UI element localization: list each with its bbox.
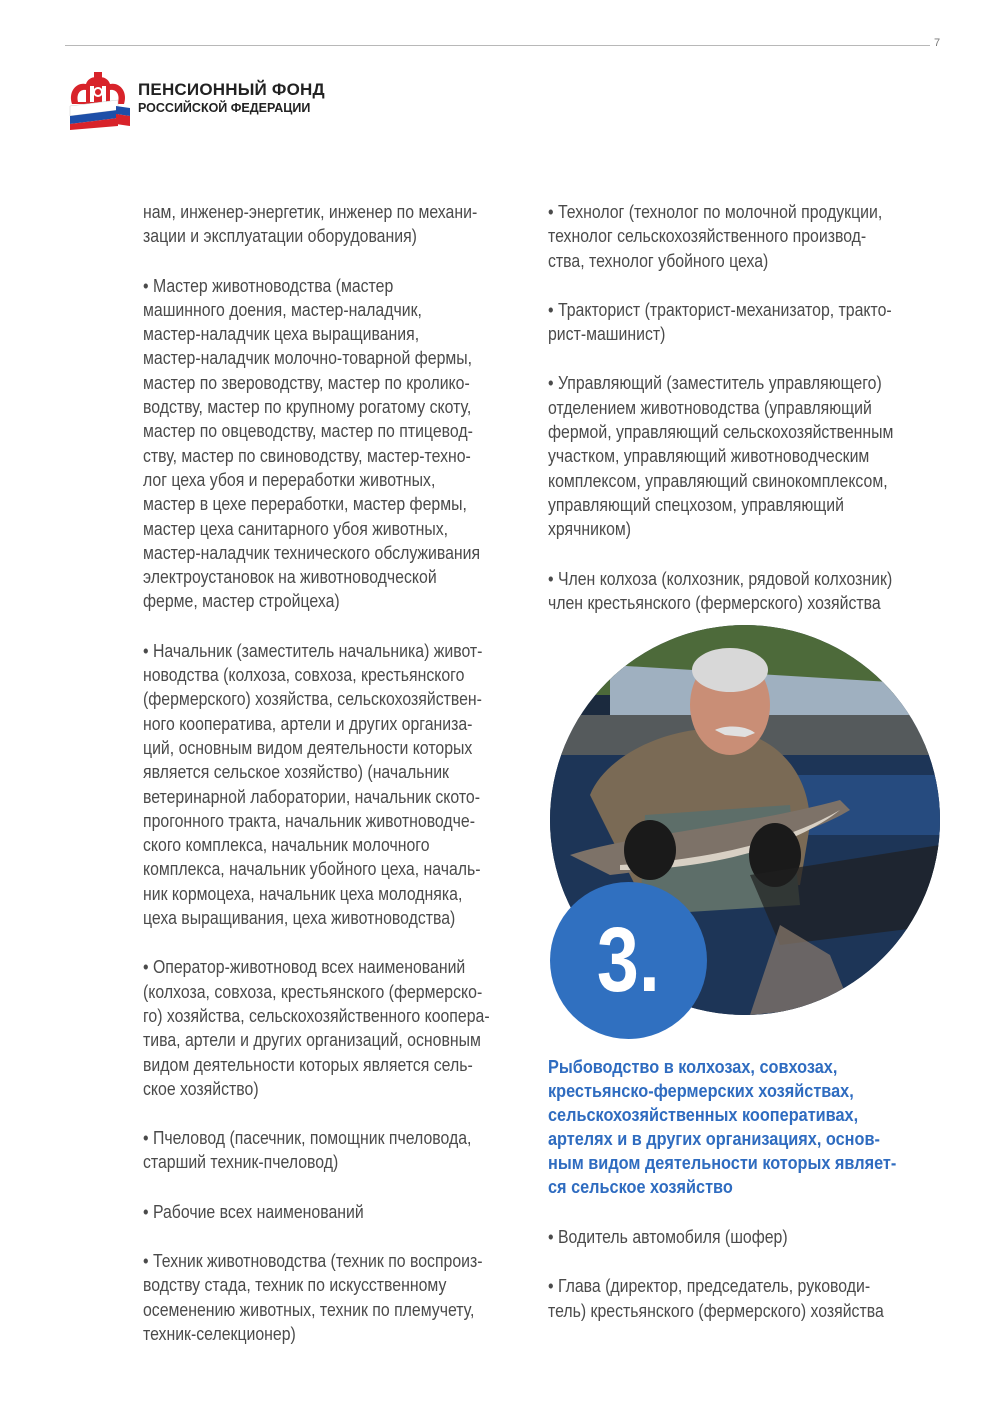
list-item: • Начальник (заместитель начальника) живот- новодства (колхоза, совхоза, крестьянского (фермерского) хозяйства, сельскохозяйствен- ного кооператива, артели и других организа- ций, основным видом деятельности которых является сельское хозяйство) (начальник ветеринарной лаборатории, начальник ското- прогонного тракта, начальник животноводче- ского комплекса, начальник молочного комплекса, начальник убойного цеха, началь- ник кормоцеха, начальник цеха молодняка, цеха выращивания, цеха животноводства) — [143, 640, 483, 929]
section-items — [548, 1225, 948, 1348]
list-item: • Глава (директор, председатель, руководи- тель) крестьянского (фермерского) хозяйства — [548, 1276, 884, 1321]
list-item: • Пчеловод (пасечник, помощник пчеловода, старший техник-пчеловод) — [143, 1128, 472, 1173]
list-item: • Технолог (технолог по молочной продукции, технолог сельскохозяйственного производ- ства, технолог убойного цеха) — [548, 202, 883, 271]
header-rule — [65, 45, 930, 46]
section-heading: Рыбоводство в колхозах, совхозах, крестьянско-фермерских хозяйствах, сельскохозяйственных кооперативах, артелях и в других организациях, основ- ным видом деятельности которых являет- ся сельское хозяйство — [548, 1056, 897, 1197]
list-item: нам, инженер-энергетик, инженер по механи- зации и эксплуатации оборудования) — [143, 202, 478, 247]
list-item: • Рабочие всех наименований — [143, 1201, 364, 1222]
list-item: • Водитель автомобиля (шофер) — [548, 1227, 788, 1247]
list-item: • Оператор-животновод всех наименований (колхоза, совхоза, крестьянского (фермерско- го) хозяйства, сельскохозяйственного коопера- тива, артели и других организаций, основным видом деятельности которых является сель- ское хозяйство) — [143, 957, 490, 1099]
list-item: • Член колхоза (колхозник, рядовой колхозник) член крестьянского (фермерского) хозяйства — [548, 568, 893, 613]
page-number: 7 — [934, 37, 941, 49]
list-item: • Мастер животноводства (мастер машинного доения, мастер-наладчик, мастер-наладчик цеха выращивания, мастер-наладчик молочно-товарной фермы, мастер по звероводству, мастер по кролико- водству, мастер по крупному рогатому скоту, мастер по овцеводству, мастер по птицевод- ству, мастер по свиноводству, мастер-техно- лог цеха убоя и переработки животных, мастер в цехе переработки, мастер фермы, мастер цеха санитарного убоя животных, мастер-наладчик технического обслуживания электроустановок на животноводческой ферме, мастер стройцеха) — [143, 275, 481, 612]
list-item: • Техник животноводства (техник по воспроиз- водству стада, техник по искусственному осеменению животных, техник по племучету, техник-селекционер) — [143, 1250, 483, 1344]
pfr-logo-icon — [66, 70, 134, 130]
org-name-line1: ПЕНСИОННЫЙ ФОНД — [138, 80, 325, 99]
left-column — [143, 200, 532, 1371]
org-name-line2: РОССИЙСКОЙ ФЕДЕРАЦИИ — [138, 101, 311, 115]
list-item: • Управляющий (заместитель управляющего) отделением животноводства (управляющий фермой, управляющий сельскохозяйственным участком, управляющий животноводческим комплексом, управляющий свинокомплексом, управляющий спецхозом, управляющий хрячником) — [548, 373, 894, 540]
section-number-badge — [550, 882, 707, 1039]
right-column — [548, 200, 948, 640]
list-item: • Тракторист (тракторист-механизатор, тракто- рист-машинист) — [548, 299, 892, 345]
organization-name — [138, 80, 325, 116]
section-number: 3. — [597, 909, 660, 1011]
